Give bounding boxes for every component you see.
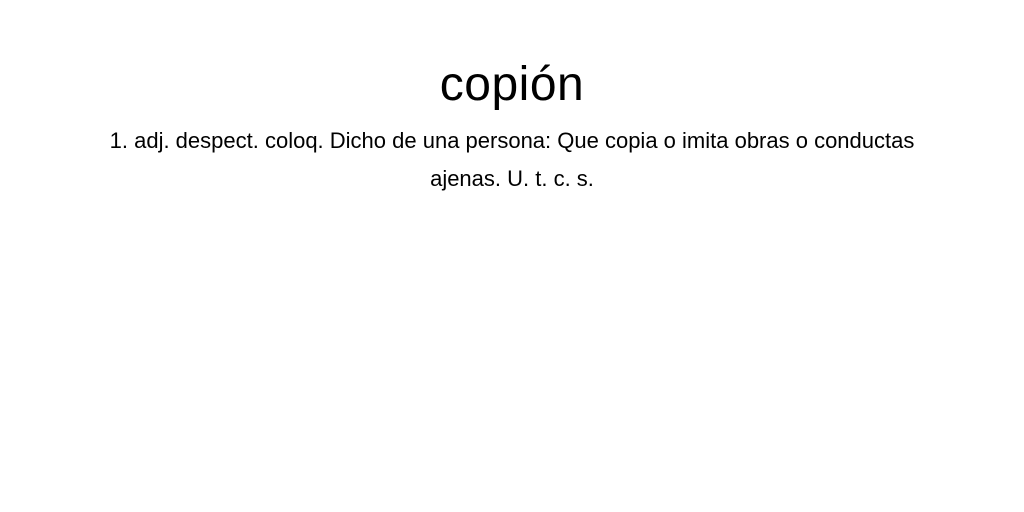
definition-text: 1. adj. despect. coloq. Dicho de una persona: Que copia o imita obras o conductas ajenas. U. t. c. s. bbox=[109, 128, 915, 191]
headword: copión bbox=[439, 58, 585, 111]
dictionary-entry bbox=[0, 56, 1024, 198]
